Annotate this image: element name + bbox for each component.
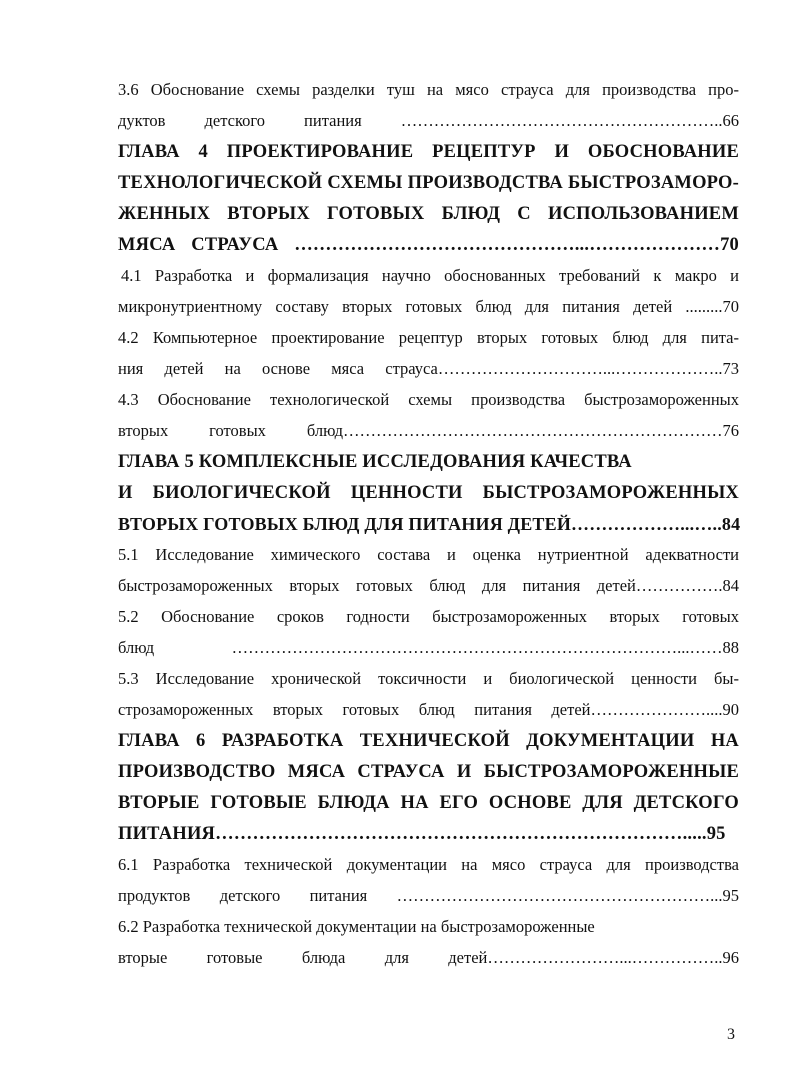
toc-entry-5-2-line1: 5.2 Обоснование сроков годности быстрозамороженных вторых готовых — [118, 607, 739, 626]
chapter-6-heading-line3: ВТОРЫЕ ГОТОВЫЕ БЛЮДА НА ЕГО ОСНОВЕ ДЛЯ ДЕТСКОГО — [118, 793, 739, 813]
chapter-5-heading-line1: ГЛАВА 5 КОМПЛЕКСНЫЕ ИССЛЕДОВАНИЯ КАЧЕСТВА — [118, 452, 632, 472]
toc-entry-5-1-line2: быстрозамороженных вторых готовых блюд для питания детей…………….84 — [118, 576, 739, 595]
chapter-6-heading-line1: ГЛАВА 6 РАЗРАБОТКА ТЕХНИЧЕСКОЙ ДОКУМЕНТАЦИИ НА — [118, 731, 739, 751]
toc-entry-6-2-line2: вторые готовые блюда для детей……………………...……………..96 — [118, 948, 739, 967]
toc-entry-6-1-line1: 6.1 Разработка технической документации на мясо страуса для производства — [118, 855, 739, 874]
toc-entry-4-3-line1: 4.3 Обоснование технологической схемы производства быстрозамороженных — [118, 390, 739, 409]
toc-entry-6-2-line1: 6.2 Разработка технической документации на быстрозамороженные — [118, 917, 595, 936]
page-number: 3 — [727, 1026, 735, 1043]
chapter-4-heading-line2: ТЕХНОЛОГИЧЕСКОЙ СХЕМЫ ПРОИЗВОДСТВА БЫСТРОЗАМОРО- — [118, 173, 739, 193]
chapter-4-heading-line4: МЯСА СТРАУСА ………………………………………...…………………70 — [118, 235, 739, 255]
toc-entry-4-2-line2: ния детей на основе мяса страуса…………………………...………………..73 — [118, 359, 739, 378]
chapter-6-heading-line2: ПРОИЗВОДСТВО МЯСА СТРАУСА И БЫСТРОЗАМОРОЖЕННЫЕ — [118, 762, 739, 782]
toc-entry-4-1-line1: 4.1 Разработка и формализация научно обоснованных требований к макро и — [121, 266, 739, 285]
chapter-6-heading-line4: ПИТАНИЯ………………………………………………………………….....95 — [118, 824, 726, 844]
toc-entry-5-2-line2: блюд ………………………………………………………………………...……88 — [118, 638, 739, 657]
chapter-4-heading-line1: ГЛАВА 4 ПРОЕКТИРОВАНИЕ РЕЦЕПТУР И ОБОСНОВАНИЕ — [118, 142, 739, 162]
chapter-4-heading-line3: ЖЕННЫХ ВТОРЫХ ГОТОВЫХ БЛЮД С ИСПОЛЬЗОВАНИЕМ — [118, 204, 739, 224]
toc-entry-3-6-line1: 3.6 Обоснование схемы разделки туш на мясо страуса для производства про- — [118, 80, 739, 99]
chapter-5-heading-line3: ВТОРЫХ ГОТОВЫХ БЛЮД ДЛЯ ПИТАНИЯ ДЕТЕЙ………………...…..84 — [118, 514, 741, 534]
toc-entry-3-6-line2: дуктов детского питания …………………………………………………..66 — [118, 111, 739, 130]
toc-entry-4-2-line1: 4.2 Компьютерное проектирование рецептур вторых готовых блюд для пита- — [118, 328, 739, 347]
toc-entry-4-3-line2: вторых готовых блюд……………………………………………………………76 — [118, 421, 739, 440]
chapter-5-heading-line2: И БИОЛОГИЧЕСКОЙ ЦЕННОСТИ БЫСТРОЗАМОРОЖЕННЫХ — [118, 483, 739, 503]
toc-entry-4-1-line2: микронутриентному составу вторых готовых блюд для питания детей .........70 — [118, 297, 739, 316]
toc-entry-5-3-line2: строзамороженных вторых готовых блюд питания детей…………………....90 — [118, 700, 739, 719]
toc-entry-6-1-line2: продуктов детского питания …………………………………………………...95 — [118, 886, 739, 905]
toc-entry-5-3-line1: 5.3 Исследование хронической токсичности и биологической ценности бы- — [118, 669, 739, 688]
toc-entry-5-1-line1: 5.1 Исследование химического состава и оценка нутриентной адекватности — [118, 545, 739, 564]
